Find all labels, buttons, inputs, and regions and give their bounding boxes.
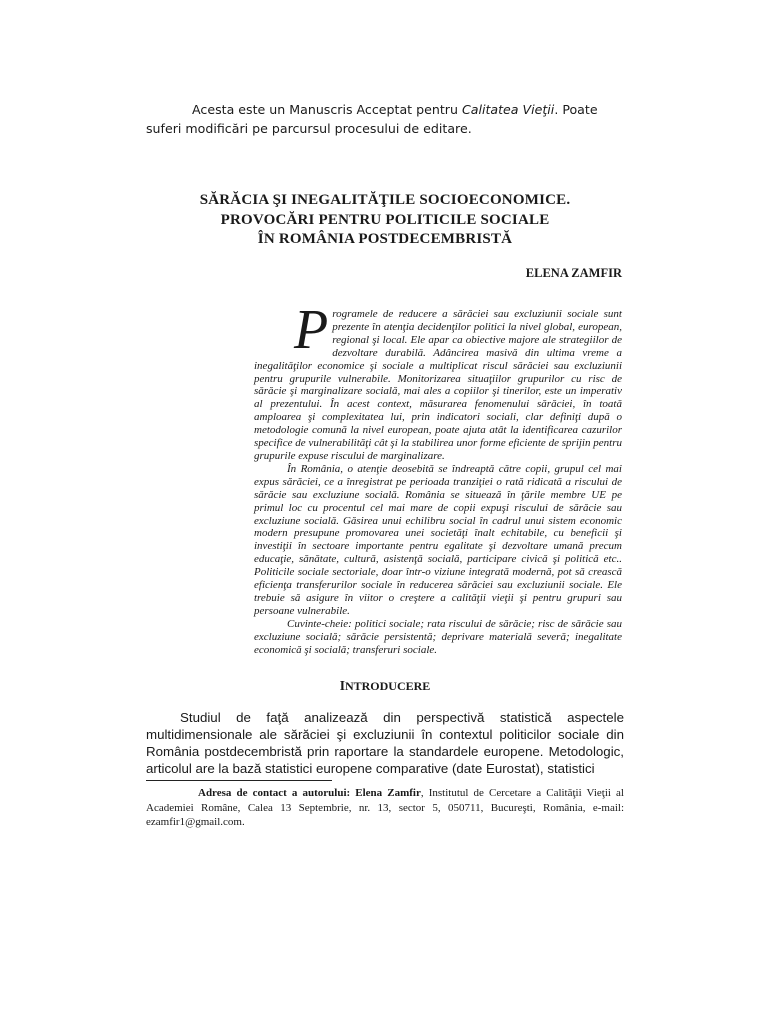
footnote — [146, 786, 624, 830]
footnote-label: Adresa de contact a autorului: Elena Zamfir — [198, 787, 421, 799]
keywords-list: : politici sociale; rata riscului de sărăcie; risc de sărăcie sau excluziune socială; sărăcie persistentă; deprivare materială severă; inegalitate economică şi socială; transferuri sociale. — [254, 617, 622, 656]
journal-name: Calitatea Vieţii — [461, 102, 555, 117]
keywords — [254, 618, 622, 657]
notice-suffix: . Poate suferi modificări pe parcursul procesului de editare. — [146, 102, 598, 136]
body-paragraph-1: Studiul de faţă analizează din perspectivă statistică aspectele multidimensionale ale sărăciei şi excluziunii în contextul politicilor sociale din România postdecembristă prin raportare la standardele europene. Metodologic, articolul are la bază statistici europene comparative (date Eurostat), statistici — [146, 710, 624, 776]
abstract — [254, 299, 622, 656]
section-heading-rest: NTRODUCERE — [344, 679, 431, 693]
notice-prefix: Acesta este un Manuscris Acceptat pentru — [192, 102, 462, 117]
section-heading-initial: I — [339, 678, 345, 693]
accepted-manuscript-notice — [146, 100, 626, 138]
section-heading-introduction — [146, 678, 624, 694]
author-name: ELENA ZAMFIR — [525, 266, 622, 280]
abstract-paragraph-2: În România, o atenţie deosebită se îndreaptă către copii, grupul cel mai expus sărăciei, ce a înregistrat pe perioada tranziţiei o rată ridicată a riscului de sărăcie sau excluziune socială. România se situează în ţările membre UE pe primul loc cu procentul cel mai mare de copii expuşi riscului de sărăcie sau excluziune socială. Găsirea unui echilibru social în cadrul unui sistem economic modern presupune promovarea unei societăţi înalt echitabile, cu beneficii şi investiţii în sectoare importante pentru egalitate şi dezvoltare umană precum educaţie, sănătate, cultură, asistenţă socială, participare civică şi politică etc.. Politicile sociale sectoriale, doar într-o viziune integrată modernă, pot să crească eficienţa transferurilor sociale în reducerea sărăciei sau excluziunii sociale. Ele trebuie să asigure în viitor o creştere a calităţii vieţii şi pentru grupuri sau persoane vulnerabile. — [254, 462, 622, 617]
abstract-paragraph-1: rogramele de reducere a sărăciei sau excluziunii sociale sunt prezente în atenţia decidenţilor politici la nivel global, european, regional şi local. Ele apar ca obiective majore ale strategiilor de dezvoltare durabilă. Adâncirea masivă din ultima vreme a inegalităţilor economice şi sociale a multiplicat riscul sărăciei sau excluziunii pentru grupurile vulnerabile. Monitorizarea situaţiilor grupurilor cu risc de sărăcie şi marginalizare socială, mai ales a copiilor şi tinerilor, este un imperativ al prezentului. În acest context, măsurarea fenomenului sărăciei, în toată amploarea şi complexitatea lui, prin indicatori sociali, clar definiţi după o metodologie comună la nivel european, poate ajuta atât la identificarea cazurilor specifice de vulnerabilităţi cât şi la stabilirea unor forme eficiente de sprijin pentru grupurile expuse riscului de marginalizare. — [254, 308, 622, 462]
footnote-separator — [146, 780, 332, 781]
title-line-1: SĂRĂCIA ŞI INEGALITĂŢILE SOCIOECONOMICE. — [199, 192, 571, 208]
body-text — [146, 709, 624, 777]
footnote-text: , Institutul de Cercetare a Calităţii Vieţii al Academiei Române, Calea 13 Septembrie, nr. 13, sector 5, 050711, Bucureşti, România, e-mail: ezamfir1@gmail.com. — [146, 787, 624, 828]
keywords-label: Cuvinte-cheie — [287, 617, 349, 630]
title-line-2: PROVOCĂRI PENTRU POLITICILE SOCIALE — [220, 211, 550, 228]
drop-cap: P — [294, 299, 329, 361]
article-title — [146, 191, 624, 250]
title-line-3: ÎN ROMÂNIA POSTDECEMBRISTĂ — [257, 231, 513, 247]
